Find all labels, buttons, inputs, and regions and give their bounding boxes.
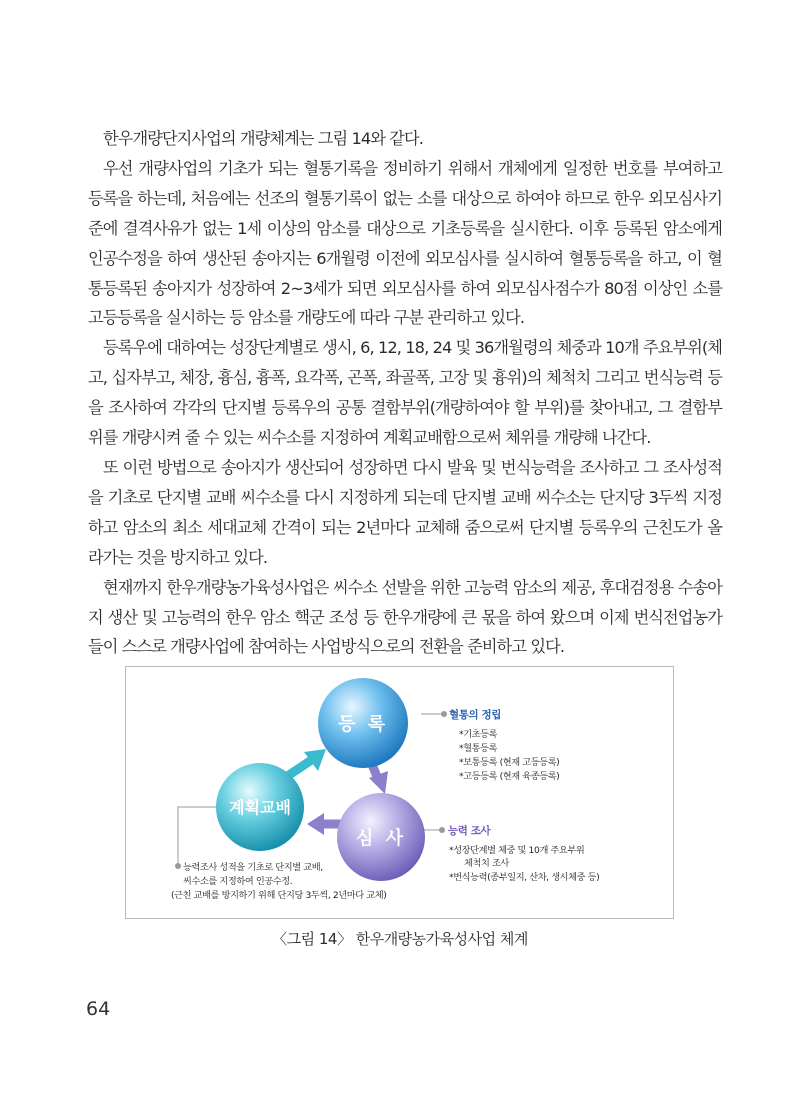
figure-14-diagram (125, 666, 674, 919)
arrow-mating-to-registration (286, 749, 326, 777)
inspection-circle (337, 793, 425, 881)
mating-note: 씨수소를 지정하여 인공수정. (183, 876, 293, 887)
connector-dot (441, 711, 447, 717)
registration-circle (318, 678, 408, 768)
registration-item: *보통등록 (현재 고등등록) (459, 757, 560, 768)
figure-caption: 〈그림 14〉 한우개량농가육성사업 체계 (272, 930, 528, 948)
mating-note: (근친 교배를 방지하기 위해 단지당 3두씩, 2년마다 교체) (171, 890, 387, 901)
inspection-heading: 능력 조사 (448, 825, 491, 837)
paragraph: 현재까지 한우개량농가육성사업은 씨수소 선발을 위한 고능력 암소의 제공, 후대검정용 수송아지 생산 및 고능력의 한우 암소 핵군 조성 등 한우개량에 큰 몫을 하여 왔으며 이제 번식전업농가들이 스스로 개량사업에 참여하는 사업방식으로의 전환을 준비하고 있다. (88, 577, 722, 657)
page-number: 64 (86, 998, 111, 1020)
paragraph: 한우개량단지사업의 개량체계는 그림 14와 같다. (103, 129, 424, 148)
paragraph: 또 이런 방법으로 송아지가 생산되어 성장하면 다시 발육 및 번식능력을 조사하고 그 조사성적을 기초로 단지별 교배 씨수소를 다시 지정하게 되는데 단지별 교배 씨수소는 단지당 3두씩 지정하고 암소의 최소 세대교체 간격이 되는 2년마다 교체해 줌으로써 단지별 등록우의 근친도가 올라가는 것을 방지하고 있다. (88, 457, 722, 567)
registration-item: *혈통등록 (459, 743, 498, 754)
registration-item: *기초등록 (459, 729, 498, 740)
registration-item: *고등등록 (현재 육종등록) (459, 771, 560, 782)
inspection-circle-label: 심 사 (355, 828, 407, 849)
paragraph: 등록우에 대하여는 성장단계별로 생시, 6, 12, 18, 24 및 36개월령의 체중과 10개 주요부위(체고, 십자부고, 체장, 흉심, 흉폭, 요각폭, 곤폭, 좌골폭, 고장 및 흉위)의 체척치 그리고 번식능력 등을 조사하여 각각의 단지별 등록우의 공통 결함부위(개량하여야 할 부위)를 찾아내고, 그 결함부위를 개량시켜 줄 수 있는 씨수소를 지정하여 계획교배함으로써 체위를 개량해 나간다. (88, 338, 722, 448)
body-text (88, 124, 722, 662)
connector-mating (178, 807, 222, 865)
registration-circle-label: 등 록 (337, 714, 389, 735)
inspection-item: *성장단계별 체중 및 10개 주요부위 (449, 845, 585, 856)
mating-circle-label: 계획교배 (229, 798, 291, 817)
paragraph: 우선 개량사업의 기초가 되는 혈통기록을 정비하기 위해서 개체에게 일정한 번호를 부여하고 등록을 하는데, 처음에는 선조의 혈통기록이 없는 소를 대상으로 하여야 하므로 한우 외모심사기준에 결격사유가 없는 1세 이상의 암소를 대상으로 기초등록을 실시한다. 이후 등록된 암소에게 인공수정을 하여 생산된 송아지는 6개월령 이전에 외모심사를 실시하여 혈통등록을 하고, 이 혈통등록된 송아지가 성장하여 2~3세가 되면 외모심사를 하여 외모심사점수가 80점 이상인 소를 고등등록을 실시하는 등 암소를 개량도에 따라 구분 관리하고 있다. (88, 158, 722, 328)
inspection-item: *번식능력(종부일지, 산차, 생시체중 등) (449, 872, 600, 883)
connector-dot (439, 827, 445, 833)
connector-dot (175, 863, 181, 869)
mating-note: 능력조사 성적을 기초로 단지별 교배, (183, 862, 323, 873)
diagram-svg (126, 667, 675, 920)
inspection-item: 체척치 조사 (464, 858, 509, 869)
mating-circle (216, 763, 304, 851)
registration-heading: 혈통의 정립 (449, 709, 501, 721)
